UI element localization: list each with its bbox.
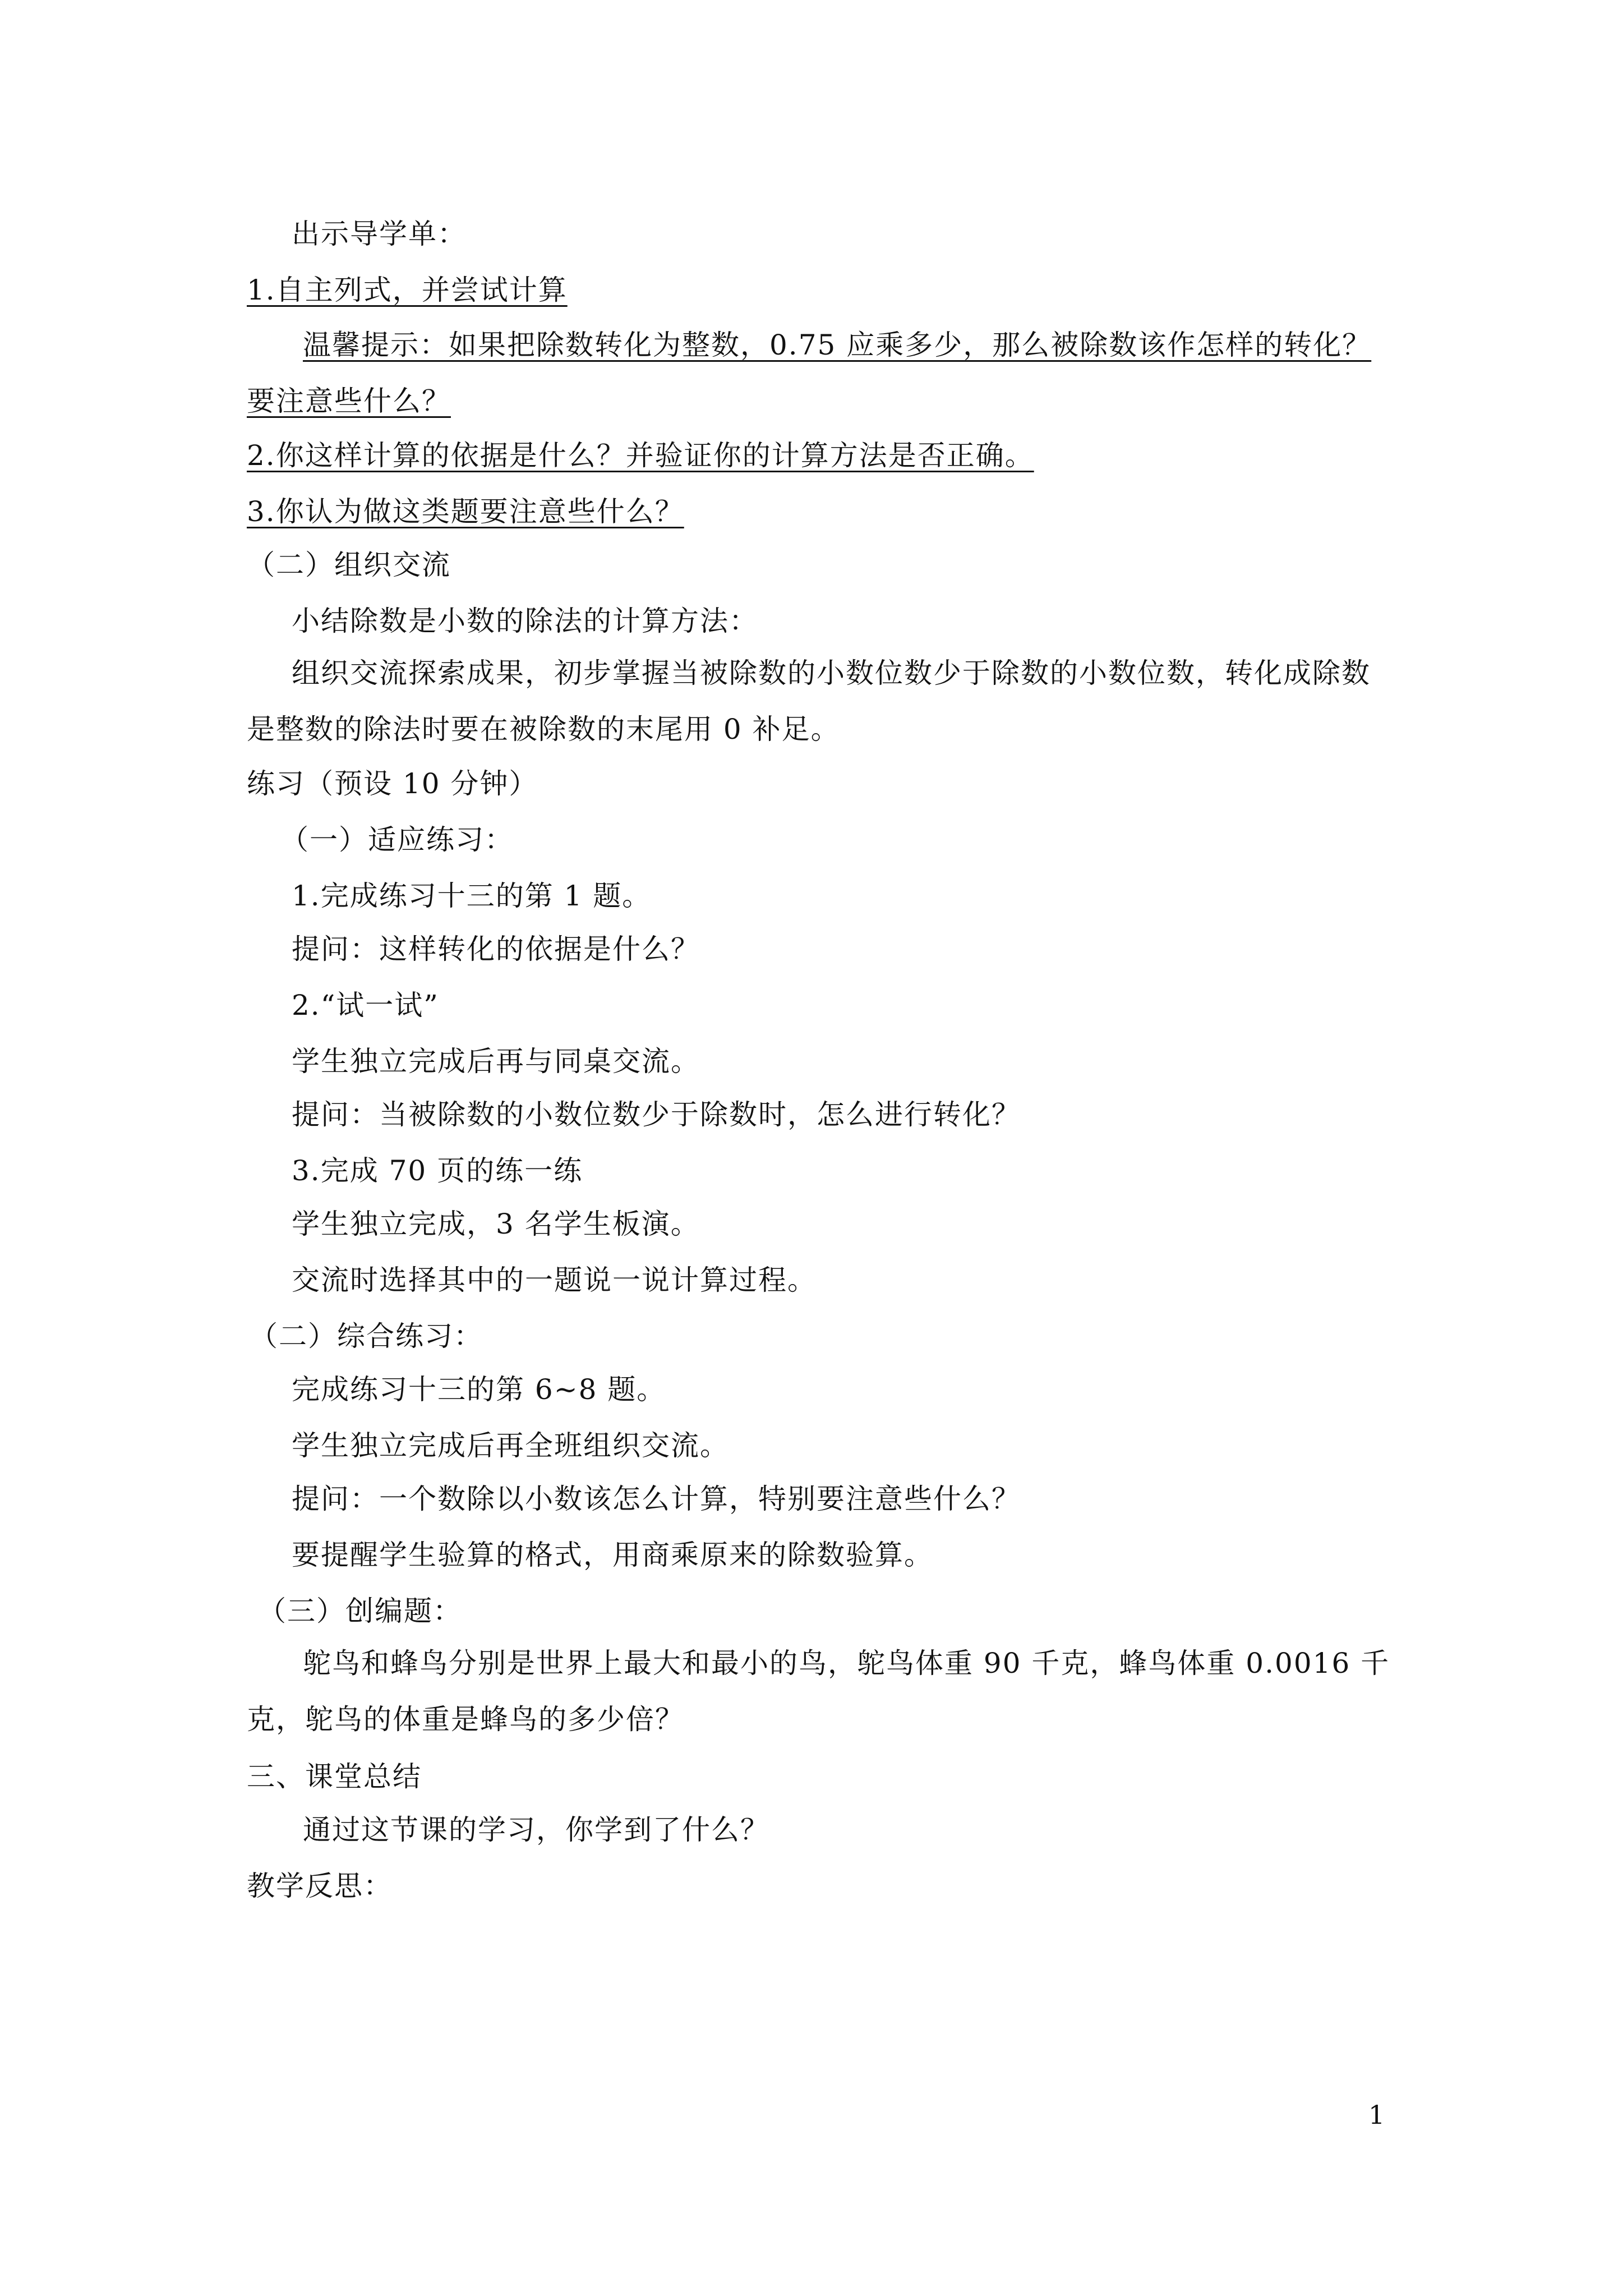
text-line: 交流时选择其中的一题说一说计算过程。 xyxy=(292,1264,817,1296)
text-line: 1.完成练习十三的第 1 题。 xyxy=(292,880,652,912)
hint-paragraph: 温馨提示：如果把除数转化为整数，0.75 应乘多少，那么被除数该作怎样的转化？要注意些什么？ xyxy=(247,329,1372,417)
subsection-heading: （三）创编题： xyxy=(258,1595,462,1627)
text-line: 要提醒学生验算的格式，用商乘原来的除数验算。 xyxy=(292,1539,933,1571)
section-heading: 练习（预设 10 分钟） xyxy=(247,767,538,800)
text-line: 完成练习十三的第 6~8 题。 xyxy=(292,1373,666,1406)
text-paragraph: 鸵鸟和蜂鸟分别是世界上最大和最小的鸟，鸵鸟体重 90 千克，蜂鸟体重 0.0016 千克，鸵鸟的体重是蜂鸟的多少倍？ xyxy=(247,1647,1390,1736)
text-line: 提问：这样转化的依据是什么？ xyxy=(292,933,700,965)
text-line: 提问：一个数除以小数该怎么计算，特别要注意些什么？ xyxy=(292,1483,1021,1515)
subsection-heading: （二）综合练习： xyxy=(250,1320,483,1352)
guide-item-3: 3.你认为做这类题要注意些什么？ xyxy=(247,495,684,528)
text-line: 出示导学单： xyxy=(292,218,467,250)
section-heading: 三、课堂总结 xyxy=(247,1760,422,1793)
text-line: 3.完成 70 页的练一练 xyxy=(292,1154,583,1187)
guide-item-2: 2.你这样计算的依据是什么？并验证你的计算方法是否正确。 xyxy=(247,439,1034,472)
text-line: 学生独立完成后再全班组织交流。 xyxy=(292,1429,729,1462)
page-number: 1 xyxy=(1368,2100,1385,2130)
text-line: 2.“试一试” xyxy=(292,989,439,1022)
section-heading: （二）组织交流 xyxy=(247,549,451,581)
text-line: 学生独立完成后再与同桌交流。 xyxy=(292,1045,700,1078)
subsection-heading: （一）适应练习： xyxy=(280,823,514,856)
text-paragraph: 组织交流探索成果，初步掌握当被除数的小数位数少于除数的小数位数，转化成除数是整数的除法时要在被除数的末尾用 0 补足。 xyxy=(247,657,1371,746)
text-line: 小结除数是小数的除法的计算方法： xyxy=(292,605,758,637)
guide-item-1: 1.自主列式，并尝试计算 xyxy=(247,274,568,306)
text-line: 通过这节课的学习，你学到了什么？ xyxy=(303,1814,769,1846)
section-heading: 教学反思： xyxy=(247,1870,393,1902)
text-line: 提问：当被除数的小数位数少于除数时，怎么进行转化？ xyxy=(292,1098,1021,1131)
text-line: 学生独立完成，3 名学生板演。 xyxy=(292,1208,700,1240)
